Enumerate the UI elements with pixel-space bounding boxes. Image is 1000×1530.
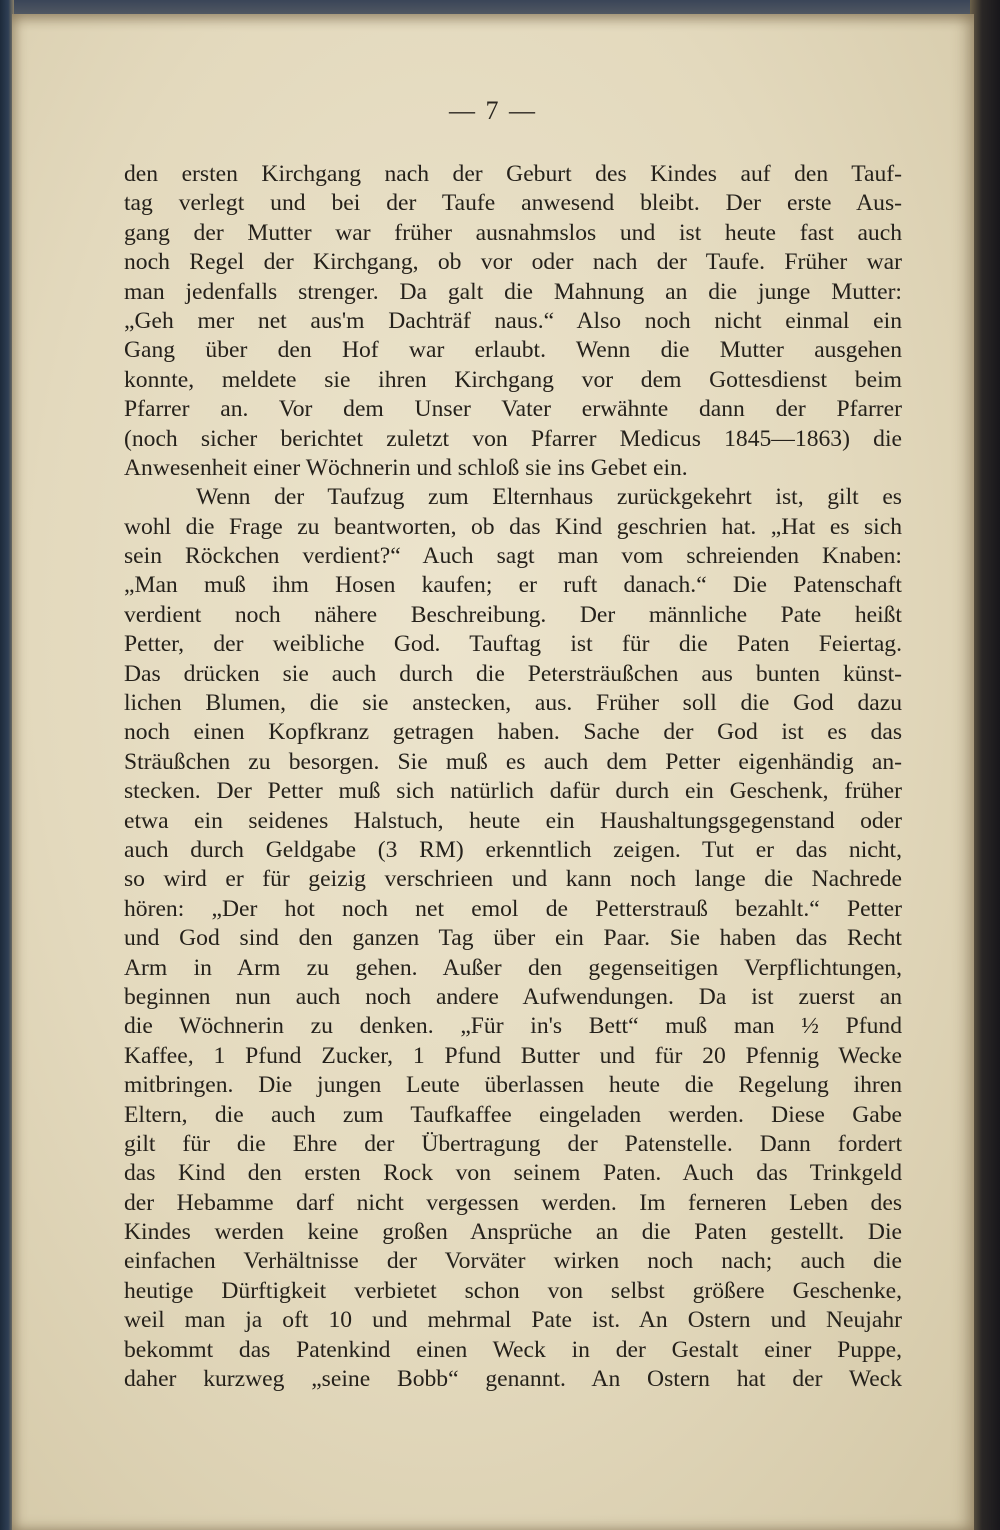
text-line-paragraph-start: Wenn der Taufzug zum Elternhaus zurückgekehrt ist, gilt es [196, 484, 902, 511]
page-number: — 7 — [449, 96, 537, 125]
text-line: (noch sicher berichtet zuletzt von Pfarrer Medicus 1845—1863) die [124, 425, 902, 452]
page-sheet [12, 14, 974, 1530]
text-line: lichen Blumen, die sie anstecken, aus. Früher soll die God dazu [124, 690, 902, 717]
text-line: noch Regel der Kirchgang, ob vor oder nach der Taufe. Früher war [124, 249, 902, 276]
text-line: auch durch Geldgabe (3 RM) erkenntlich zeigen. Tut er das nicht, [124, 836, 902, 863]
text-line: sein Röckchen verdient?“ Auch sagt man vom schreienden Knaben: [124, 543, 902, 570]
book-cover-right-edge [970, 0, 1000, 1530]
text-line: wohl die Frage zu beantworten, ob das Kind geschrien hat. „Hat es sich [124, 513, 902, 540]
text-line: gilt für die Ehre der Übertragung der Patenstelle. Dann fordert [124, 1130, 902, 1157]
body-text [124, 160, 902, 1394]
text-line: so wird er für geizig verschrieen und kann noch lange die Nachrede [124, 866, 902, 893]
text-line: beginnen nun auch noch andere Aufwendungen. Da ist zuerst an [124, 983, 902, 1010]
text-line: verdient noch nähere Beschreibung. Der männliche Pate heißt [124, 601, 902, 628]
text-line: noch einen Kopfkranz getragen haben. Sache der God ist es das [124, 719, 902, 746]
text-line: Eltern, die auch zum Taufkaffee eingeladen werden. Diese Gabe [124, 1101, 902, 1128]
text-line: den ersten Kirchgang nach der Geburt des Kindes auf den Tauf- [124, 161, 902, 187]
text-line: hören: „Der hot noch net emol de Petterstrauß bezahlt.“ Petter [124, 895, 902, 922]
text-line: bekommt das Patenkind einen Weck in der Gestalt einer Puppe, [124, 1336, 902, 1363]
text-line: tag verlegt und bei der Taufe anwesend bleibt. Der erste Aus- [124, 190, 902, 217]
text-line: Das drücken sie auch durch die Petersträußchen aus bunten künst- [124, 660, 902, 687]
text-line: mitbringen. Die jungen Leute überlassen heute die Regelung ihren [124, 1072, 902, 1099]
text-line: Anwesenheit einer Wöchnerin und schloß sie ins Gebet ein. [124, 454, 688, 481]
text-line: Gang über den Hof war erlaubt. Wenn die Mutter ausgehen [124, 337, 902, 364]
text-line: stecken. Der Petter muß sich natürlich dafür durch ein Geschenk, früher [124, 778, 902, 805]
text-line: und God sind den ganzen Tag über ein Paar. Sie haben das Recht [124, 925, 902, 952]
text-line: Pfarrer an. Vor dem Unser Vater erwähnte dann der Pfarrer [124, 396, 902, 423]
text-line: „Man muß ihm Hosen kaufen; er ruft danach.“ Die Patenschaft [124, 572, 902, 599]
text-line: weil man ja oft 10 und mehrmal Pate ist. An Ostern und Neujahr [124, 1307, 902, 1334]
text-line: Sträußchen zu besorgen. Sie muß es auch dem Petter eigenhändig an- [124, 748, 902, 775]
text-line: daher kurzweg „seine Bobb“ genannt. An Ostern hat der Weck [124, 1366, 902, 1393]
text-line: konnte, meldete sie ihren Kirchgang vor dem Gottesdienst beim [124, 366, 902, 393]
text-line: Kaffee, 1 Pfund Zucker, 1 Pfund Butter und für 20 Pfennig Wecke [124, 1042, 902, 1069]
text-line: etwa ein seidenes Halstuch, heute ein Haushaltungsgegenstand oder [124, 807, 902, 834]
text-line: Arm in Arm zu gehen. Außer den gegenseitigen Verpflichtungen, [124, 954, 902, 981]
text-line: der Hebamme darf nicht vergessen werden. Im ferneren Leben des [124, 1189, 902, 1216]
text-line: man jedenfalls strenger. Da galt die Mahnung an die junge Mutter: [124, 278, 902, 305]
text-line: „Geh mer net aus'm Dachträf naus.“ Also noch nicht einmal ein [124, 307, 902, 334]
text-line: das Kind den ersten Rock von seinem Paten. Auch das Trinkgeld [124, 1160, 902, 1187]
text-line: die Wöchnerin zu denken. „Für in's Bett“ muß man ½ Pfund [124, 1013, 902, 1040]
text-line: Petter, der weibliche God. Tauftag ist für die Paten Feiertag. [124, 631, 902, 658]
text-line: gang der Mutter war früher ausnahmslos und ist heute fast auch [124, 219, 902, 246]
text-line: Kindes werden keine großen Ansprüche an die Paten gestellt. Die [124, 1219, 902, 1246]
text-line: einfachen Verhältnisse der Vorväter wirken noch nach; auch die [124, 1248, 902, 1275]
text-line: heutige Dürftigkeit verbietet schon von selbst größere Geschenke, [124, 1277, 902, 1304]
